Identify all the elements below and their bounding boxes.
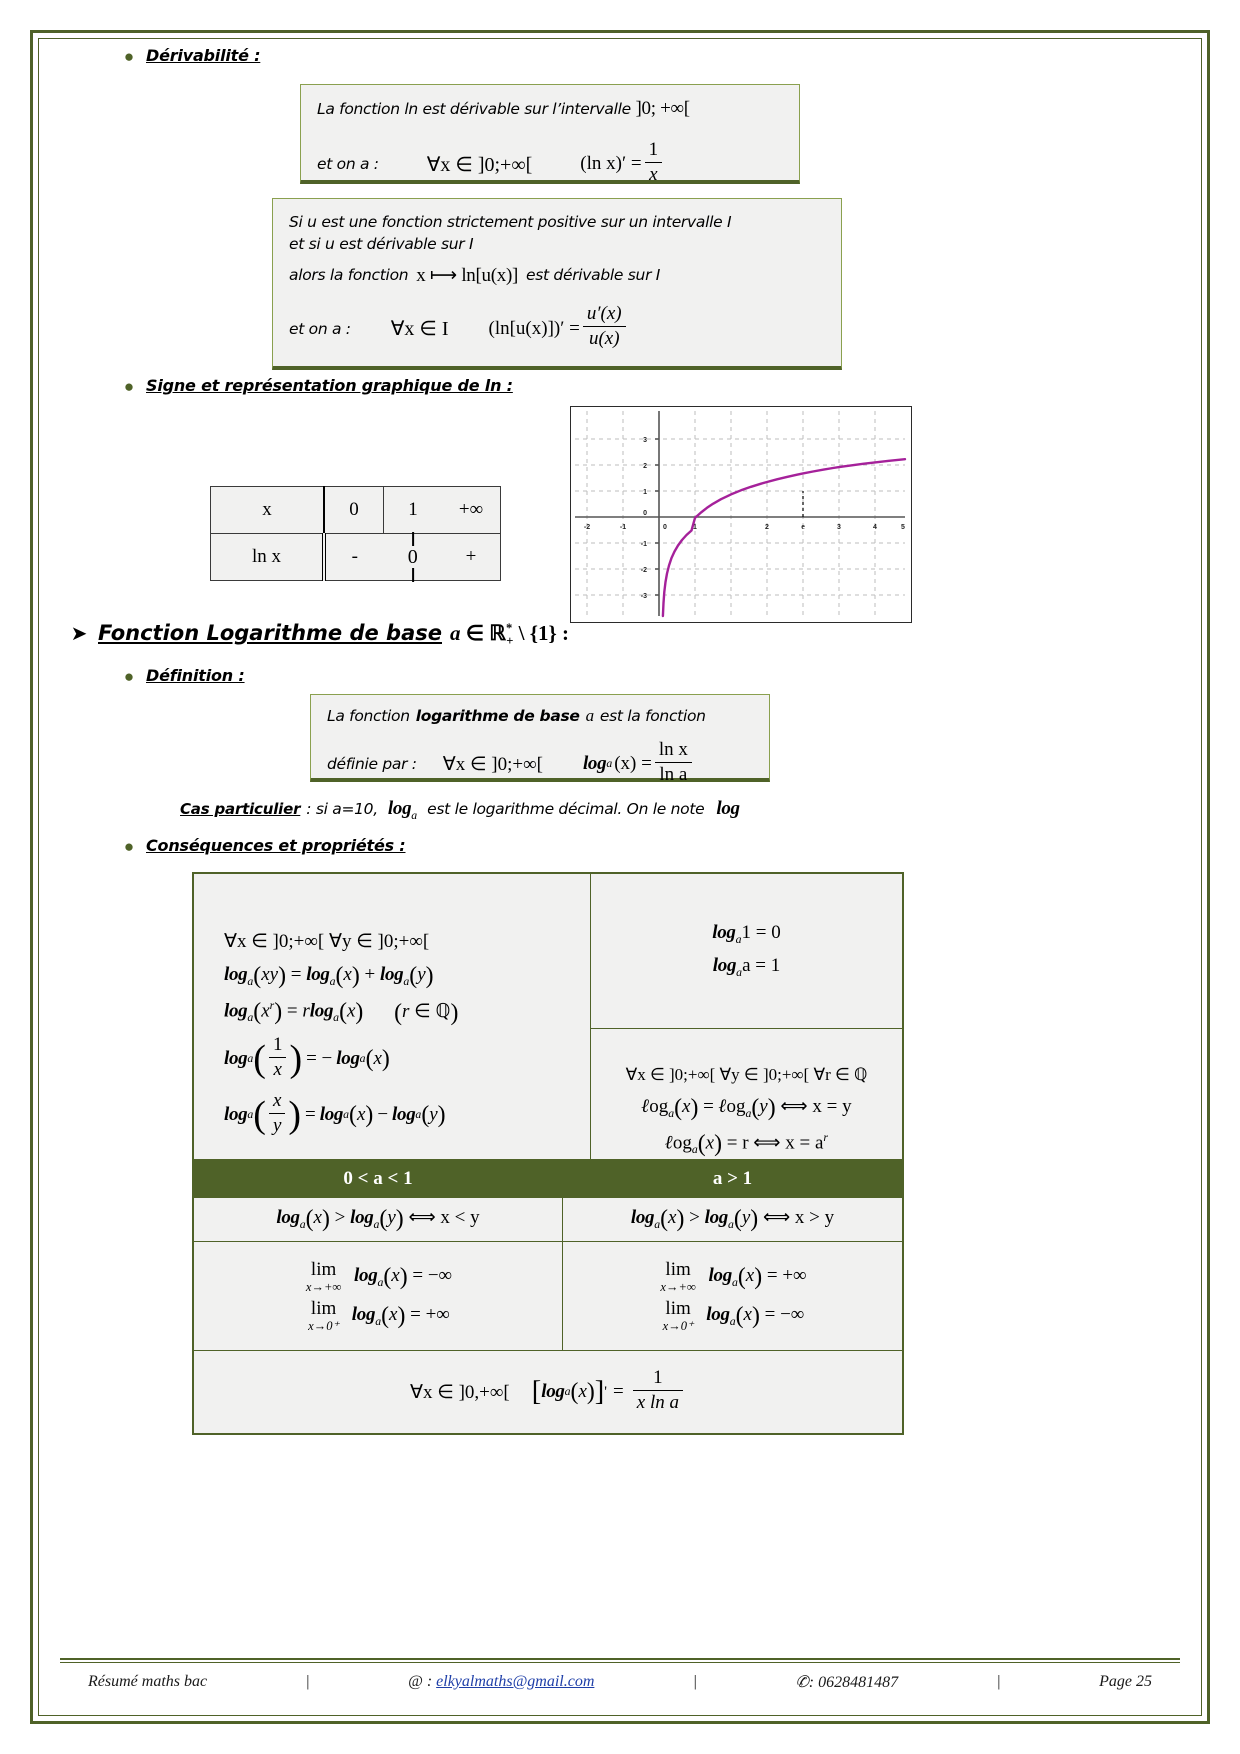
lim-right-1: lim x→+∞ $\log_a(x)$ = +∞ bbox=[660, 1258, 807, 1294]
svg-text:3: 3 bbox=[643, 437, 647, 444]
prop-inverse: log a ( $\frac{1}{x}$ ) = − log a ( x ) bbox=[224, 1033, 390, 1081]
comparison-limits-row bbox=[193, 1242, 903, 1351]
signe-label: Signe et représentation graphique de ln : bbox=[146, 376, 513, 395]
composed-den: u(x) bbox=[583, 326, 626, 350]
footer-rule-top bbox=[60, 1658, 1180, 1660]
sign-var-lnx: ln x bbox=[211, 534, 325, 581]
footer-page-number: Page 25 bbox=[1099, 1673, 1152, 1690]
mono-left-expr: $\log_a(x) > \log_a(y)$ ⟺ x < y bbox=[276, 1206, 480, 1232]
derivative-composed-box bbox=[272, 198, 842, 370]
footer-sep-2: | bbox=[692, 1673, 698, 1690]
prop-quotient: log a ( $\frac{x}{y}$ ) = log a ( x ) − log a ( y ) bbox=[224, 1089, 446, 1137]
svg-text:0: 0 bbox=[643, 510, 647, 517]
definition-line1-a: a bbox=[585, 706, 594, 725]
sign-zero-label: 0 bbox=[407, 545, 418, 568]
svg-text:1: 1 bbox=[643, 489, 647, 496]
comparison-header-row bbox=[193, 1160, 903, 1198]
footer-sep-1: | bbox=[305, 1673, 310, 1690]
properties-left-cell bbox=[193, 873, 591, 1196]
composed-line3-map: x ⟼ ln[u(x)] bbox=[416, 264, 519, 286]
sign-table-row-lnx bbox=[211, 534, 501, 581]
bullet-dot-icon: ● bbox=[123, 47, 135, 66]
prop-power: $\log_a(x^r) = rlog_a(x)$ (r ∈ ℚ) bbox=[224, 999, 459, 1026]
svg-text:-1: -1 bbox=[619, 524, 627, 531]
composed-formula bbox=[489, 305, 629, 352]
cas-particulier-pre: : si a=10, bbox=[306, 800, 378, 818]
cas-particulier-label: Cas particulier bbox=[180, 800, 301, 818]
derivative-ln-quantifier: ∀x ∈ ]0;+∞[ bbox=[426, 153, 533, 176]
composed-lhs: (ln[u(x)])′ = bbox=[488, 317, 580, 339]
sign-table-row-x bbox=[211, 487, 501, 534]
section-signe-heading bbox=[122, 376, 513, 398]
comparison-header-1: a > 1 bbox=[563, 1160, 904, 1198]
derivative-logbase-quant: ∀x ∈ ]0,+∞[ bbox=[410, 1381, 510, 1403]
cas-log-sub: a bbox=[411, 808, 418, 822]
ln-graph-svg bbox=[571, 407, 909, 620]
derivative-ln-line1 bbox=[317, 95, 783, 123]
ln-graph bbox=[570, 406, 912, 623]
sign-x-inf: +∞ bbox=[442, 487, 501, 534]
svg-text:-3: -3 bbox=[640, 593, 647, 600]
definition-line1-bold: logarithme de base bbox=[415, 707, 580, 725]
derivative-logbase-num: 1 bbox=[653, 1366, 663, 1388]
svg-text:5: 5 bbox=[901, 524, 905, 531]
footer-row bbox=[60, 1663, 1180, 1692]
footer-title: Résumé maths bac bbox=[88, 1673, 208, 1690]
svg-text:-2: -2 bbox=[583, 524, 591, 531]
properties-row-1 bbox=[193, 873, 903, 1029]
cas-particulier-sym2: log bbox=[716, 798, 740, 819]
svg-text:-1: -1 bbox=[640, 541, 647, 548]
lim-left-2: lim x→0⁺ $\log_a(x)$ = +∞ bbox=[308, 1298, 450, 1333]
consequences-label: Conséquences et propriétés : bbox=[146, 836, 406, 855]
cas-particulier-sym bbox=[388, 798, 417, 823]
definition-num: ln x bbox=[658, 738, 688, 760]
derivative-ln-fraction bbox=[645, 139, 663, 186]
comparison-monotony-left bbox=[193, 1198, 563, 1242]
derivative-ln-line2 bbox=[317, 138, 783, 188]
composed-quantifier: ∀x ∈ I bbox=[390, 318, 449, 341]
arrow-bullet-icon: ➤ bbox=[70, 623, 88, 645]
comparison-derivative-row bbox=[193, 1351, 903, 1435]
svg-text:1: 1 bbox=[693, 524, 697, 531]
prop-eq-quantifier: ∀x ∈ ]0;+∞[ ∀y ∈ ]0;+∞[ ∀r ∈ ℚ bbox=[625, 1065, 868, 1085]
definition-label: Définition : bbox=[146, 666, 245, 685]
derivative-logbase-den: x ln a bbox=[633, 1390, 683, 1414]
footer-sep-3: | bbox=[996, 1673, 1001, 1690]
sign-lnx-zero bbox=[384, 534, 443, 581]
comparison-table bbox=[192, 1159, 904, 1435]
section-logbase-heading bbox=[70, 621, 569, 649]
derivative-ln-num: 1 bbox=[648, 138, 659, 160]
svg-text:-2: -2 bbox=[640, 567, 647, 574]
logbase-heading-text: Fonction Logarithme de base bbox=[98, 621, 442, 645]
lim-right-2: lim x→0⁺ $\log_a(x)$ = −∞ bbox=[662, 1298, 805, 1333]
svg-text:4: 4 bbox=[873, 524, 877, 531]
derivative-ln-eton-a: et on a : bbox=[317, 154, 379, 173]
definition-line2 bbox=[327, 738, 753, 788]
sign-lnx-minus: - bbox=[324, 534, 384, 581]
comparison-derivative-cell bbox=[193, 1351, 903, 1435]
comparison-limits-right bbox=[563, 1242, 904, 1351]
definition-formula bbox=[582, 738, 695, 788]
composed-line3 bbox=[289, 262, 825, 290]
derivative-logbase-expr: ∀x ∈ ]0,+∞[ [ log a ( x ) ] ' = $\frac{1}{\text{x ln a}}$ bbox=[410, 1369, 686, 1416]
definition-box bbox=[310, 694, 770, 785]
bullet-dot-icon: ● bbox=[123, 667, 135, 686]
svg-text:0: 0 bbox=[663, 524, 667, 531]
prop-product: $\log_a(xy) = \log_a(x) + \log_a(y)$ bbox=[224, 963, 434, 990]
derivative-ln-den: x bbox=[645, 162, 663, 186]
comparison-header-0: 0 < a < 1 bbox=[193, 1160, 563, 1198]
definition-den: ln a bbox=[655, 762, 692, 786]
bullet-dot-icon: ● bbox=[123, 377, 135, 396]
svg-text:e: e bbox=[801, 522, 805, 531]
sign-lnx-plus: + bbox=[442, 534, 501, 581]
prop-loga: $\log_aa = 1$ bbox=[712, 955, 781, 979]
derivative-ln-lhs: (ln x)′ = bbox=[580, 153, 642, 175]
cas-log: log bbox=[387, 798, 412, 819]
composed-line2: et si u est dérivable sur I bbox=[289, 235, 474, 254]
definition-quantifier: ∀x ∈ ]0;+∞[ bbox=[442, 753, 543, 775]
derivative-ln-interval: ]0; +∞[ bbox=[635, 98, 690, 119]
footer-email-link[interactable]: elkyalmaths@gmail.com bbox=[436, 1673, 595, 1690]
comparison-limits-left bbox=[193, 1242, 563, 1351]
definition-line1-post: est la fonction bbox=[599, 707, 706, 725]
svg-text:2: 2 bbox=[643, 463, 647, 470]
derivative-ln-box bbox=[300, 84, 800, 184]
consequences-heading bbox=[122, 836, 406, 858]
definition-heading bbox=[122, 666, 245, 688]
cas-particulier-post: est le logarithme décimal. On le note bbox=[427, 800, 705, 818]
footer-at-label: @ : bbox=[408, 1673, 433, 1690]
svg-text:2: 2 bbox=[765, 524, 769, 531]
prop-equality: ℓog$_a$(x) = ℓog$_a$(y) ⟺ x = y bbox=[641, 1095, 852, 1122]
definition-arg: (x) = bbox=[614, 753, 652, 775]
sign-x-1: 1 bbox=[384, 487, 443, 534]
phone-icon: ✆ bbox=[795, 1674, 809, 1691]
properties-table bbox=[192, 872, 904, 1197]
svg-text:3: 3 bbox=[837, 524, 841, 531]
comparison-monotony-right bbox=[563, 1198, 904, 1242]
sign-table bbox=[210, 486, 501, 581]
definition-log-sub: a bbox=[606, 757, 613, 771]
definition-fraction bbox=[655, 739, 692, 786]
definition-defined-by: définie par : bbox=[327, 754, 417, 773]
prop-quantifier: ∀x ∈ ]0;+∞[ ∀y ∈ ]0;+∞[ bbox=[224, 931, 430, 953]
section-derivabilite-heading bbox=[122, 46, 1180, 68]
composed-num: u′(x) bbox=[586, 303, 622, 325]
sign-var-x: x bbox=[211, 487, 325, 534]
cas-particulier-line bbox=[180, 798, 740, 823]
composed-line3-post: est dérivable sur I bbox=[526, 266, 661, 285]
derivative-ln-line1-text: La fonction ln est dérivable sur l’intervalle bbox=[317, 100, 631, 118]
derivabilite-label: Dérivabilité : bbox=[146, 46, 261, 65]
bullet-dot-icon: ● bbox=[123, 837, 135, 856]
composed-line3-pre: alors la fonction bbox=[289, 266, 409, 285]
footer-phone-group bbox=[795, 1672, 898, 1692]
sign-x-0: 0 bbox=[324, 487, 384, 534]
lim-left-1: lim x→+∞ $\log_a(x)$ = −∞ bbox=[305, 1258, 453, 1294]
logbase-heading-math: a ∈ ℝ*$_+$ \ {1} : bbox=[450, 621, 570, 649]
composed-line4 bbox=[289, 305, 825, 352]
logbase-heading bbox=[98, 621, 569, 649]
composed-fraction bbox=[583, 303, 626, 350]
mono-right-expr: $\log_a(x) > \log_a(y)$ ⟺ x > y bbox=[630, 1206, 835, 1232]
definition-line1 bbox=[327, 704, 753, 729]
definition-line1-pre: La fonction bbox=[327, 707, 410, 725]
footer-phone: : 0628481487 bbox=[808, 1674, 899, 1691]
composed-eton-a: et on a : bbox=[289, 319, 351, 338]
page-footer bbox=[60, 1658, 1180, 1692]
comparison-monotony-row bbox=[193, 1198, 903, 1242]
page-content bbox=[60, 46, 1180, 1686]
definition-log: log bbox=[582, 753, 607, 775]
derivative-ln-formula bbox=[580, 138, 665, 188]
prop-equals-r: ℓog$_a$(x) = r ⟺ $x = a^r$ bbox=[664, 1131, 829, 1158]
properties-right-top-cell bbox=[591, 873, 904, 1029]
composed-line1: Si u est une fonction strictement positive sur un intervalle I bbox=[289, 213, 732, 231]
footer-email-group bbox=[408, 1673, 594, 1691]
prop-log1: $\log_a1 = 0$ bbox=[712, 922, 781, 946]
